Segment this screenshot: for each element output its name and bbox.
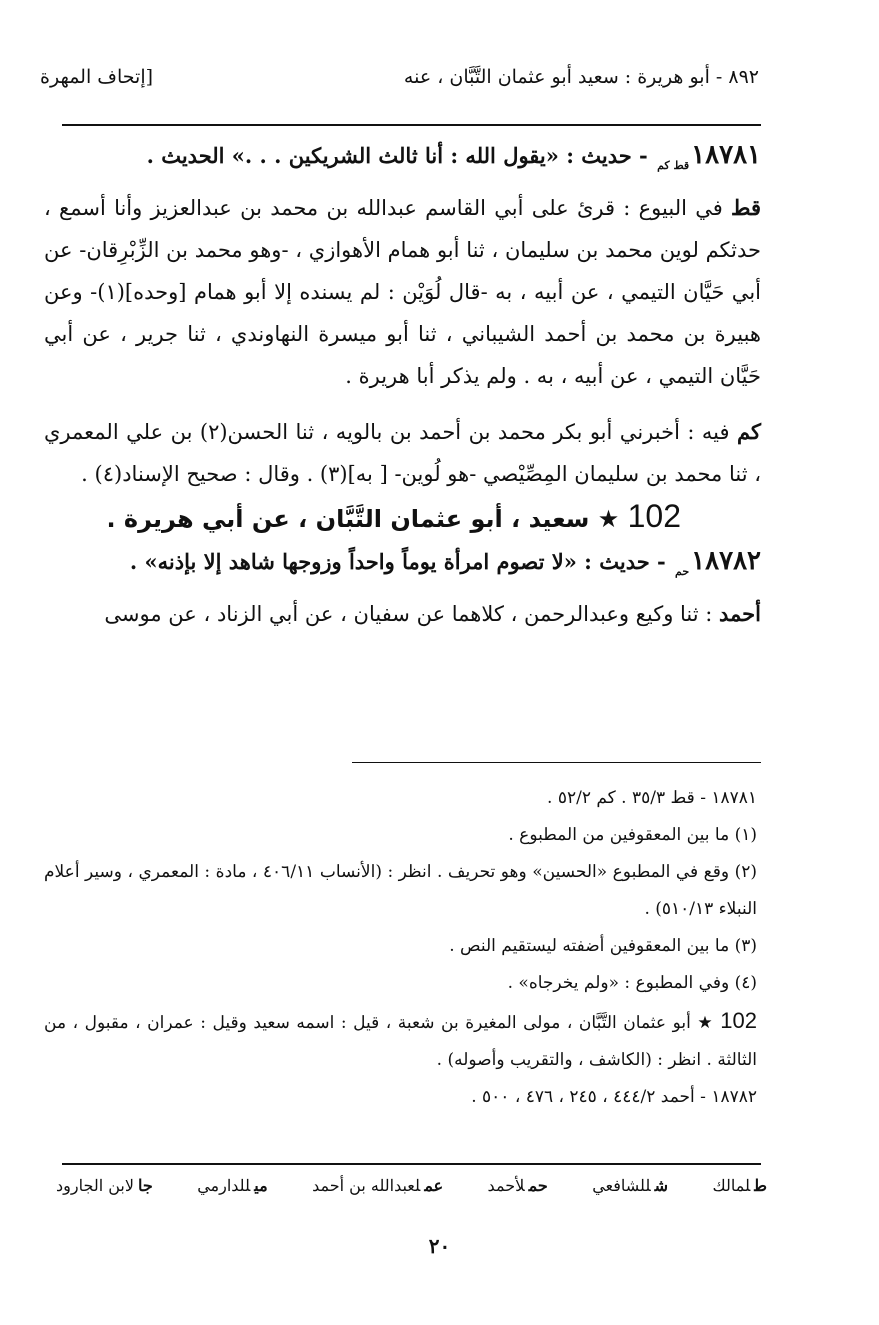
- hadith-number: ١٨٧٨١: [691, 140, 761, 170]
- isnad-paragraph-ahmad: [44, 593, 761, 635]
- footnote-text: أبو عثمان التَّبَّان ، مولى المغيرة بن شعبة ، قيل : اسمه سعيد وقيل : عمران ، مقبول ، من الثالثة . انظر : (الكاشف ، والتقريب وأصوله) .: [44, 1013, 757, 1070]
- legend-abbr: مي: [254, 1176, 268, 1195]
- legend-item: [312, 1176, 443, 1195]
- source-codes: قط كم: [657, 159, 690, 172]
- header-rule: [62, 124, 761, 126]
- footnote: (٤) وفي المطبوع : «ولم يخرجاه» .: [507, 973, 757, 993]
- legend-name: للشافعي: [592, 1176, 651, 1195]
- source-codes: حم: [675, 565, 690, 578]
- hadith-title-text: - حديث : «لا تصوم امرأة يوماً واحداً وزوجها شاهد إلا بإذنه» .: [129, 549, 674, 574]
- isnad-paragraph-qt: [44, 187, 761, 397]
- legend-abbr: حم: [528, 1176, 548, 1195]
- legend-abbr: جا: [138, 1176, 153, 1195]
- legend-abbr: ش: [654, 1176, 669, 1195]
- spacer: [44, 397, 761, 411]
- hadith-number: ١٨٧٨٢: [691, 546, 761, 576]
- hadith-title-18782: [44, 540, 761, 593]
- section-number: 102: [627, 498, 681, 534]
- footnote: [44, 1002, 757, 1079]
- header-book-name: [إتحاف المهرة: [40, 66, 154, 88]
- legend-abbr: ط: [754, 1176, 767, 1195]
- page-number: ٢٠: [428, 1234, 451, 1258]
- legend-name: لأحمد: [487, 1176, 525, 1195]
- hadith-title-text: - حديث : «يقول الله : أنا ثالث الشريكين . . .» الحديث .: [146, 143, 656, 168]
- source-lead: أحمد: [719, 601, 761, 626]
- footnote: ١٨٧٨٢ - أحمد ٤٤٤/٢ ، ٢٤٥ ، ٤٧٦ ، ٥٠٠ .: [471, 1087, 757, 1107]
- legend-item: [592, 1176, 668, 1195]
- legend-name: لعبدالله بن أحمد: [312, 1176, 421, 1195]
- paragraph-text: فيه : أخبرني أبو بكر محمد بن أحمد بن بالويه ، ثنا الحسن(٢) بن علي المعمري ، ثنا محمد بن سليمان المِصِّيْصي -هو لُوين- [ به](٣) . وقال : صحيح الإسناد(٤) .: [44, 420, 761, 486]
- footnote: (٣) ما بين المعقوفين أضفته ليستقيم النص .: [449, 936, 757, 956]
- footnotes: [44, 780, 757, 1116]
- footnote-number: 102: [720, 1008, 757, 1033]
- running-header: [40, 66, 759, 88]
- legend-name: للدارمي: [197, 1176, 251, 1195]
- footnote: (١) ما بين المعقوفين من المطبوع .: [508, 825, 757, 845]
- star-icon: ★: [697, 1013, 714, 1033]
- section-heading: [44, 495, 761, 540]
- source-lead: قط: [731, 195, 761, 220]
- isnad-paragraph-km: [44, 411, 761, 495]
- abbreviation-legend: [56, 1176, 767, 1195]
- legend-item: [197, 1176, 267, 1195]
- star-icon: ★: [597, 505, 620, 533]
- paragraph-text: في البيوع : قرئ على أبي القاسم عبدالله بن محمد بن عبدالعزيز وأنا أسمع ، حدثكم لوين محمد بن سليمان ، ثنا أبو همام الأهوازي ، -وهو محمد بن الزِّبْرِقان- عن أبي حَيَّان التيمي ، عن أبيه ، به -قال لُوَيْن : لم يسنده إلا أبو همام [وحده](١)- وعن هبيرة بن محمد بن أحمد الشيباني ، ثنا أبو ميسرة النهاوندي ، ثنا جرير ، عن أبي حَيَّان التيمي ، عن أبيه ، به . ولم يذكر أبا هريرة .: [44, 196, 761, 388]
- footnote-rule: [352, 762, 761, 763]
- hadith-title-18781: [44, 134, 761, 187]
- section-title: سعيد ، أبو عثمان التَّبَّان ، عن أبي هريرة .: [106, 505, 598, 533]
- footnote: (٢) وقع في المطبوع «الحسين» وهو تحريف . انظر : (الأنساب ٤٠٦/١١ ، مادة : المعمري ، وسير أعلام النبلاء ٥١٠/١٣) .: [44, 862, 757, 919]
- source-lead: كم: [737, 419, 761, 444]
- legend-item: [712, 1176, 767, 1195]
- legend-name: لمالك: [712, 1176, 751, 1195]
- paragraph-text: : ثنا وكيع وعبدالرحمن ، كلاهما عن سفيان ، عن أبي الزناد ، عن موسى: [104, 602, 720, 626]
- legend-rule: [62, 1163, 761, 1165]
- legend-abbr: عم: [424, 1176, 444, 1195]
- legend-item: [56, 1176, 153, 1195]
- main-text: [44, 134, 761, 635]
- footnote: ١٨٧٨١ - قط ٣٥/٣ . كم ٥٢/٢ .: [547, 788, 757, 808]
- header-title: ٨٩٢ - أبو هريرة : سعيد أبو عثمان التَّبَّان ، عنه: [403, 66, 759, 88]
- legend-item: [488, 1176, 548, 1195]
- legend-name: لابن الجارود: [56, 1176, 134, 1195]
